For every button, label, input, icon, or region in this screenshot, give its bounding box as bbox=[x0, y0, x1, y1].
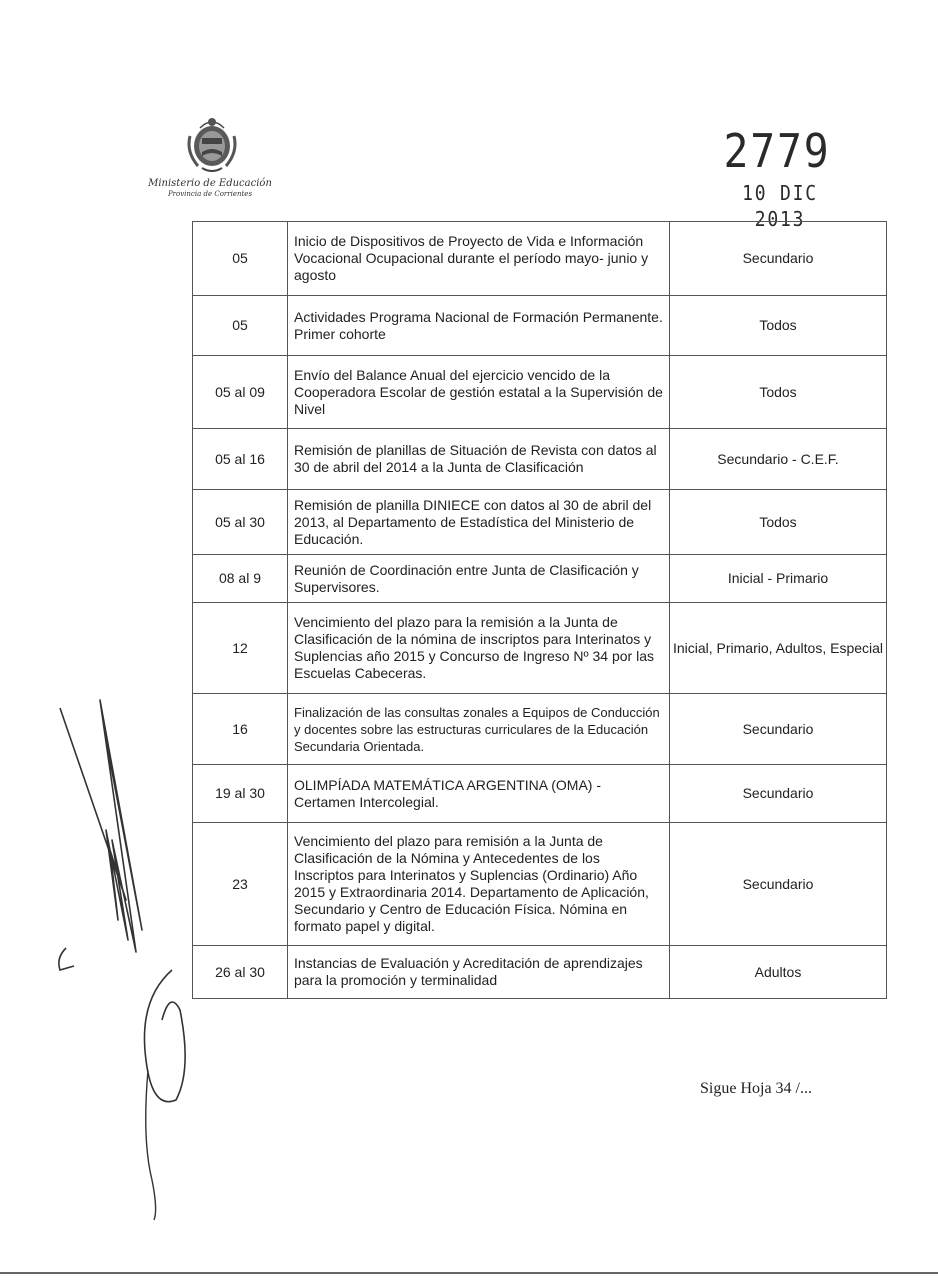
provincial-seal-icon bbox=[184, 112, 240, 178]
row-description: Remisión de planillas de Situación de Revista con datos al 30 de abril del 2014 a la Junta de Clasificación bbox=[288, 429, 670, 490]
row-date: 16 bbox=[193, 694, 288, 765]
row-level: Todos bbox=[670, 296, 887, 356]
table-row bbox=[193, 429, 887, 490]
row-date: 08 al 9 bbox=[193, 555, 288, 603]
row-level: Adultos bbox=[670, 946, 887, 999]
table-row bbox=[193, 946, 887, 999]
row-level: Secundario - C.E.F. bbox=[670, 429, 887, 490]
row-description: Inicio de Dispositivos de Proyecto de Vida e Información Vocacional Ocupacional durante el período mayo- junio y agosto bbox=[288, 222, 670, 296]
row-level: Secundario bbox=[670, 765, 887, 823]
ministry-heading bbox=[140, 178, 280, 199]
row-description: Remisión de planilla DINIECE con datos al 30 de abril del 2013, al Departamento de Estadística del Ministerio de Educación. bbox=[288, 490, 670, 555]
row-date: 19 al 30 bbox=[193, 765, 288, 823]
row-date: 12 bbox=[193, 603, 288, 694]
row-level: Inicial - Primario bbox=[670, 555, 887, 603]
row-date: 05 al 30 bbox=[193, 490, 288, 555]
row-date: 05 bbox=[193, 296, 288, 356]
table-row bbox=[193, 356, 887, 429]
ministry-name: Ministerio de Educación bbox=[148, 178, 272, 189]
document-number-stamp: 2779 bbox=[723, 124, 831, 178]
continuation-note: Sigue Hoja 34 /... bbox=[700, 1080, 812, 1097]
table-row bbox=[193, 490, 887, 555]
handwritten-signature-icon bbox=[40, 690, 220, 1230]
row-description: OLIMPÍADA MATEMÁTICA ARGENTINA (OMA) - Certamen Intercolegial. bbox=[288, 765, 670, 823]
row-description: Actividades Programa Nacional de Formación Permanente. Primer cohorte bbox=[288, 296, 670, 356]
row-date: 05 al 16 bbox=[193, 429, 288, 490]
row-level: Todos bbox=[670, 356, 887, 429]
row-date: 05 al 09 bbox=[193, 356, 288, 429]
table-row bbox=[193, 823, 887, 946]
row-date: 26 al 30 bbox=[193, 946, 288, 999]
row-description: Vencimiento del plazo para remisión a la Junta de Clasificación de la Nómina y Antecedentes de los Inscriptos para Interinatos y Suplencias (Ordinario) Año 2015 y Extraordinaria 2014. Departamento de Aplicación, Secundario y Centro de Educación Física. Nómina en formato papel y digital. bbox=[288, 823, 670, 946]
row-date: 23 bbox=[193, 823, 288, 946]
row-level: Todos bbox=[670, 490, 887, 555]
row-level: Secundario bbox=[670, 222, 887, 296]
page-bottom-edge bbox=[0, 1272, 938, 1274]
row-description: Reunión de Coordinación entre Junta de Clasificación y Supervisores. bbox=[288, 555, 670, 603]
province-name: Provincia de Corrientes bbox=[167, 190, 253, 198]
row-description: Finalización de las consultas zonales a Equipos de Conducción y docentes sobre las estructuras curriculares de la Educación Secundaria Orientada. bbox=[288, 694, 670, 765]
table-row bbox=[193, 765, 887, 823]
row-description: Envío del Balance Anual del ejercicio vencido de la Cooperadora Escolar de gestión estatal a la Supervisión de Nivel bbox=[288, 356, 670, 429]
table-row bbox=[193, 296, 887, 356]
row-date: 05 bbox=[193, 222, 288, 296]
table-row bbox=[193, 694, 887, 765]
row-description: Vencimiento del plazo para la remisión a la Junta de Clasificación de la nómina de inscriptos para Interinatos y Suplencias año 2015 y Concurso de Ingreso Nº 34 por las Escuelas Cabeceras. bbox=[288, 603, 670, 694]
row-level: Inicial, Primario, Adultos, Especial bbox=[670, 603, 887, 694]
table-row bbox=[193, 555, 887, 603]
row-level: Secundario bbox=[670, 694, 887, 765]
document-date-stamp: 10 DIC 2013 bbox=[742, 181, 818, 231]
table-row bbox=[193, 222, 887, 296]
row-level: Secundario bbox=[670, 823, 887, 946]
row-description: Instancias de Evaluación y Acreditación de aprendizajes para la promoción y terminalidad bbox=[288, 946, 670, 999]
schedule-table bbox=[192, 221, 887, 999]
table-row bbox=[193, 603, 887, 694]
